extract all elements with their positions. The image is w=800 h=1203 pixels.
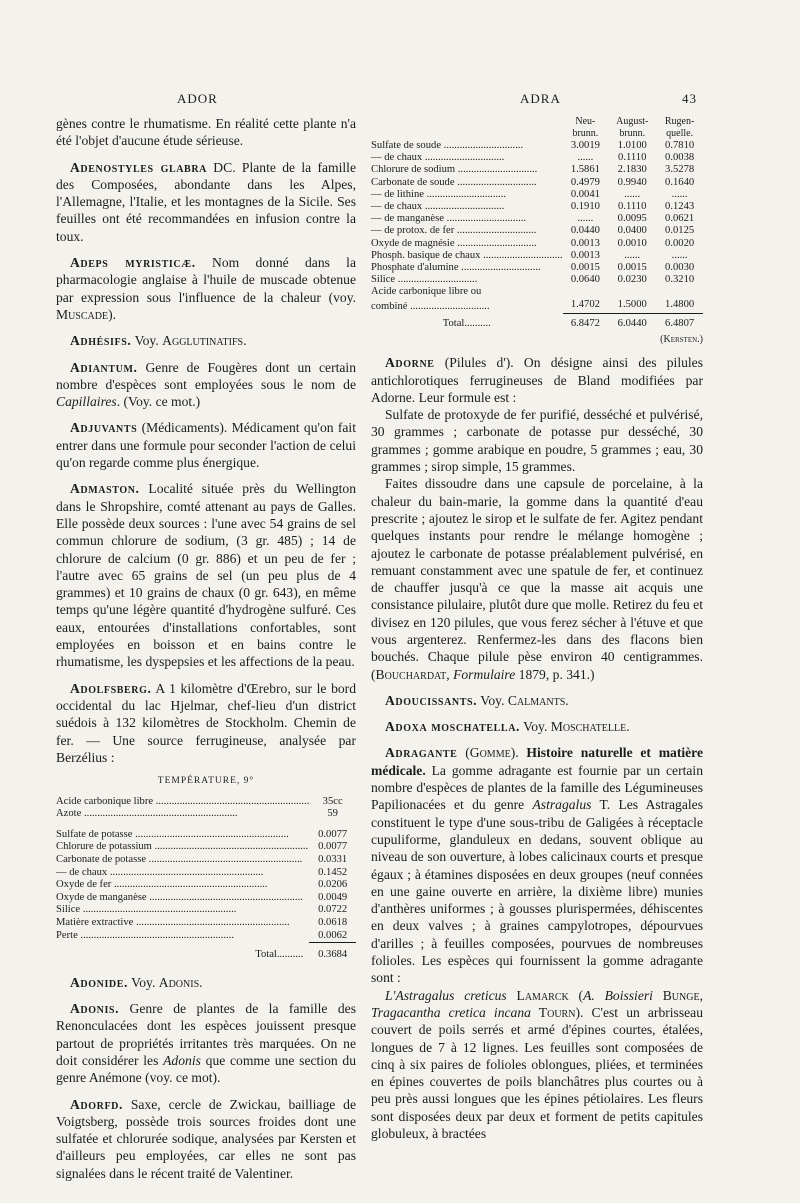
row-value: 0.1110 [618,152,647,164]
headword: Adoucissants. [385,692,478,708]
row-label: Matière extractive [56,917,134,929]
table-row: — de chaux .............................. ...... 0.1110 0.0038 [371,152,703,164]
row-value: ...... [624,188,641,200]
table-row: Acide carbonique libre .......................................................... 35cc [56,796,356,809]
row-label: Azote [56,808,82,820]
table-source: (Kersten.) [660,334,703,346]
headword: Adolfsberg. [70,680,152,696]
row-label: — de protox. de fer [371,225,455,237]
instructions-paragraph: Faites dissoudre dans une capsule de porcelaine, à la chaleur du bain-marie, la gomme dans la quantité d'eau prescrite ; ajoutez le sirop et le sulfate de fer. Agitez pendant quelques instants pour rendre le mélange homogène ; ajoutez le carbonate de potasse préalablement pulvérisé, en remuant constamment avec une spatule de fer, et continuez de chauffer jusqu'à ce que la masse ait acquis une consistance pilulaire, plutôt dure que molle. Retirez du feu et divisez en 120 pilules, que vous ferez sécher à l'étuve et que vous argenterez. Renfermez-les dans des flacons bien bouchés. Chaque pilule pèse environ 40 centigrammes. (Bouchardat, Formulaire 1879, p. 341.) [371,476,703,682]
table-total-value: 0.3684 [318,949,348,961]
headword: Adoxa moschatella. [385,719,521,735]
running-head-left: ADOR [177,91,218,106]
table-row: Oxyde de fer .......................................................... 0.0206 [56,879,356,892]
row-value: 1.4800 [656,299,703,314]
table-row: Sulfate de potasse .......................................................... 0.0077 [56,829,356,842]
column-header: Neu-brunn. [572,116,599,139]
table-row: Silice .............................. 0.0640 0.0230 0.3210 [371,274,703,286]
headword: Adiantum. [70,359,138,375]
table-row: Carbonate de soude .............................. 0.4979 0.9940 0.1640 [371,177,703,189]
row-value: 0.1243 [665,201,695,213]
row-value: 0.0230 [617,274,647,286]
column-header: Rugen-quelle. [664,116,695,139]
row-value: 0.0077 [318,828,348,840]
table-row: Azote .......................................................... 59 [56,808,356,821]
table-row: Phosph. basique de chaux .............................. 0.0013 ...... ...... [371,250,703,262]
row-value: 0.0206 [318,879,348,891]
row-value: 0.0013 [570,249,600,261]
table-total-row: Total.......... 6.8472 6.0440 6.4807 [371,313,703,330]
row-value: 0.0125 [665,225,695,237]
row-value: 0.0038 [665,152,695,164]
headword: Adorfd. [70,1096,123,1112]
table-row: Phosphate d'alumine .............................. 0.0015 0.0015 0.0030 [371,262,703,274]
entry-adjuvants: Adjuvants (Médicaments). Médicament qu'on fait entrer dans une formule pour seconder l'action de celui qu'on regarde comme plus énergique. [56,420,356,471]
row-label: Carbonate de potasse [56,854,147,866]
entry-adeps: Adeps myristicæ. Nom donné dans la pharmacologie anglaise à l'huile de muscade obtenue par expression sous l'influence de la chaleur (voy. Muscade). [56,255,356,322]
row-value: 0.0049 [318,891,348,903]
section-title: Histoire naturelle et matière médicale. [371,745,703,778]
row-value: 0.7810 [665,140,695,151]
row-value: 0.0015 [617,262,647,274]
entry-adonide: Adonide. Voy. Adonis. [70,974,203,990]
entry-adenostyles: Adenostyles glabra DC. Plante de la famille des Composées, abondante dans les Alpes, l'Allemagne, l'Italie, et les montagnes de la Sicile. Ses feuilles ont été recommandées en infusion contre la toux. [56,159,356,244]
row-value: 0.0041 [570,188,600,200]
row-value: 2.1830 [617,164,647,176]
row-label: — de manganèse [371,213,444,225]
row-label: — de chaux [371,152,423,164]
table-total-row: Total.......... 0.3684 [56,943,356,962]
running-head-center: ADRA [520,91,561,106]
table-row: Carbonate de potasse .......................................................... 0.0331 [56,854,356,867]
row-label: Chlorure de sodium [371,164,456,176]
species-astragalus-creticus: L'Astragalus creticus Lamarck (A. Boissieri Bunge, Tragacantha cretica incana Tourn). C'est un arbrisseau couvert de poils serrés et armé d'épines courtes, étalées, longues de 7 à 12 lignes. Les feuilles sont composées de cinq à six paires de folioles oblongues, pliées, et terminées en épines couvertes de poils blanchâtres plus courtes ou à peu près aussi longues que les épines pétiolaires. Les fleurs sont disposées deux par deux et forment de petits capitules globuleux, à bractées [371,987,703,1142]
table-row: Oxyde de manganèse .......................................................... 0.0049 [56,892,356,905]
row-value: 0.0440 [570,225,600,237]
table-row: — de manganèse .............................. ...... 0.0095 0.0621 [371,213,703,225]
row-label: Perte [56,930,78,942]
row-value: ...... [577,213,594,225]
table-row: — de chaux .............................. 0.1910 0.1110 0.1243 [371,201,703,213]
row-value: 1.4702 [563,299,609,314]
row-value: ...... [671,188,688,200]
table-row: — de protox. de fer .............................. 0.0440 0.0400 0.0125 [371,225,703,237]
row-value: 0.0621 [665,213,695,225]
row-label: Sulfate de soude [371,140,442,151]
row-label: Acide carbonique libre [56,795,154,807]
headword: Adonide. [70,974,129,990]
page-number: 43 [682,91,697,106]
headword: Adhésifs. [70,333,132,349]
row-label: Oxyde de magnésie [371,237,455,249]
row-value: 0.0010 [617,237,647,249]
row-value: 0.4979 [570,176,600,188]
row-value: 1.5000 [608,299,656,314]
entry-adoxa: Adoxa moschatella. Voy. Moschatelle. [385,719,630,735]
headword: Adjuvants [70,420,138,436]
row-label: Phosphate d'alumine [371,262,459,274]
row-value: ...... [577,152,594,164]
adolfsberg-analysis-table [56,775,356,962]
cross-reference: Muscade [56,306,109,322]
row-value: 0.3210 [665,274,695,286]
table-row: — de lithine .............................. 0.0041 ...... ...... [371,189,703,201]
table-total-value: 6.8472 [570,317,600,329]
entry-adoucissants: Adoucissants. Voy. Calmants. [385,692,569,708]
headword: Adorne [385,355,435,371]
row-value: ...... [671,249,688,261]
table-row: Chlorure de potassium .......................................................... 0.0077 [56,841,356,854]
row-value: 0.0030 [665,262,695,274]
row-value: 0.0722 [318,904,348,916]
cross-reference: Calmants [507,692,566,708]
row-label: Silice [56,904,81,916]
row-value: 0.1910 [570,201,600,213]
row-label: combiné [371,301,408,313]
row-value [608,286,656,298]
row-value: 0.1110 [618,201,647,213]
entry-adorfd: Adorfd. Saxe, cercle de Zwickau, bailliage de Voigtsberg, possède trois sources froides dont une sulfatée et chlorurée sodique, analysées par Kersten et d'ailleurs peu employées, car elles ne sont pas signalées dans le récent traité de Valentiner. [56,1096,356,1181]
cross-reference: Bouchardat [375,666,447,682]
row-value: ...... [624,249,641,261]
row-value [656,286,703,298]
row-value: 35cc [322,795,343,807]
right-column [371,115,703,1142]
row-value: 0.0077 [318,841,348,853]
row-label: — de chaux [371,201,423,213]
kersten-analysis-table [371,115,703,346]
table-total-value: 6.0440 [617,317,647,329]
table-caption: TEMPÉRATURE, 9° [157,776,255,787]
row-label: Oxyde de fer [56,879,112,891]
entry-adhesifs: Adhésifs. Voy. Agglutinatifs. [70,333,247,349]
table-row: Perte .......................................................... 0.0062 [56,930,356,943]
row-label: Chlorure de potassium [56,841,152,853]
row-value: 0.0095 [617,213,647,225]
row-value: 0.0640 [570,274,600,286]
entry-adorne: Adorne (Pilules d'). On désigne ainsi des pilules antichlorotiques ferrugineuses de Bland modifiées par Adorne. Leur formule est : [371,355,703,405]
table-row: Oxyde de magnésie .............................. 0.0013 0.0010 0.0020 [371,238,703,250]
cross-reference: Adonis [158,974,200,990]
headword: Adenostyles glabra [70,159,207,175]
left-column [56,115,356,1182]
row-value: 0.0618 [318,917,348,929]
row-label: Phosph. basique de chaux [371,249,481,261]
row-value: 59 [327,808,338,820]
table-row: Matière extractive .......................................................... 0.0618 [56,917,356,930]
table-row: combiné .............................. 1.4702 1.5000 1.4800 [371,299,703,314]
table-row: Sulfate de soude .............................. 3.0019 1.0100 0.7810 [371,140,703,152]
table-row: Silice .......................................................... 0.0722 [56,904,356,917]
row-label: — de lithine [371,188,424,200]
entry-adiantum: Adiantum. Genre de Fougères dont un certain nombre d'espèces sont employées sous le nom de Capillaires. (Voy. ce mot.) [56,359,356,410]
row-value: 0.0062 [309,930,356,943]
row-label: Carbonate de soude [371,176,455,188]
row-value: 0.1640 [665,176,695,188]
row-label: Silice [371,274,396,286]
row-label: Sulfate de potasse [56,828,133,840]
row-value: 0.0020 [665,237,695,249]
row-value: 0.9940 [617,176,647,188]
row-value: 1.5861 [570,164,600,176]
table-row: Chlorure de sodium .............................. 1.5861 2.1830 3.5278 [371,164,703,176]
row-value: 0.0015 [570,262,600,274]
entry-adolfsberg: Adolfsberg. A 1 kilomètre d'Œrebro, sur le bord occidental du lac Hjelmar, chef-lieu d'un district suédois à 132 kilomètres de Stockholm. Chemin de fer. — Une source ferrugineuse, analysée par Berzélius : [56,680,356,765]
row-label: — de chaux [56,866,108,878]
formula-paragraph: Sulfate de protoxyde de fer purifié, desséché et pulvérisé, 30 grammes ; carbonate de potasse pur desséché, 30 grammes ; gomme arabique en poudre, 5 grammes ; eau, 30 grammes ; sirop simple, 15 grammes. [371,407,703,475]
cross-reference: Agglutinatifs [162,333,244,349]
table-row: — de chaux .......................................................... 0.1452 [56,867,356,880]
row-value: 3.0019 [570,140,600,151]
headword: Adragante [385,745,458,761]
entry-admaston: Admaston. Localité située près du Wellington dans le Shropshire, comté attenant au pays de Galles. Elle possède deux sources : l'une avec 54 grains de sel commun chlorure de sodium, (3 gr. 485) ; 14 de chlorure de calcium (0 gr. 886) et un peu de fer ; l'autre avec 65 grains de sel (un peu plus de 4 grammes) et 10 grains de chaux (0 gr. 643), en même temps qu'une légère quantité d'hydrogène sulfuré. Ces eaux, entourées d'installations confortables, sont employées en boisson et en bains contre le rhumatisme, les dyspepsies et les affections de la peau. [56,481,356,670]
row-value: 0.1452 [318,866,348,878]
column-header: August-brunn. [616,116,649,139]
row-value [563,286,609,298]
table-total-value: 6.4807 [665,317,695,329]
entry-adragante: Adragante (Gomme). Histoire naturelle et matière médicale. La gomme adragante est fournie par un certain nombre d'espèces de plantes de la famille des Légumineuses Papilionacées et du genre Astragalus T. Les Astragales constituent le type d'une sous-tribu de Galigées à réceptacle cupuliforme, glanduleux en dedans, souvent oblique au niveau de son ouverture, à lobes calicinaux courts et presque égaux ; à étamines disposées en deux groupes (neuf connées en une gaine ouverte en arrière, la dixième libre) munies d'anthères uniformes ; à gousses plurispermées, déhiscentes en deux valves ; à graines campylotropes, dépourvues d'arilles ; à feuilles composées, pourvues de nombreuses folioles. Les espèces qui fournissent la gomme adragante sont : [371,745,703,986]
cross-reference: Moschatelle [550,719,627,735]
entry-continuation: gènes contre le rhumatisme. En réalité cette plante n'a été l'objet d'aucune étude sérieuse. [56,116,356,149]
row-value: 1.0100 [617,140,647,151]
entry-adonis: Adonis. Genre de plantes de la famille des Renonculacées dont les espèces jouissent presque partout de propriétés irritantes très marquées. On ne doit considérer les Adonis que comme une section du genre Anémone (voy. ce mot). [56,1001,357,1086]
headword: Admaston. [70,481,140,497]
row-value: 0.0331 [318,854,348,866]
headword: Adeps myristicæ. [70,255,196,271]
table-row [371,286,703,298]
headword: Adonis. [70,1001,120,1017]
row-value: 0.0013 [570,237,600,249]
row-value: 0.0400 [617,225,647,237]
row-value: 3.5278 [665,164,695,176]
row-label: Acide carbonique libre ou [371,286,482,298]
row-label: Oxyde de manganèse [56,891,147,903]
